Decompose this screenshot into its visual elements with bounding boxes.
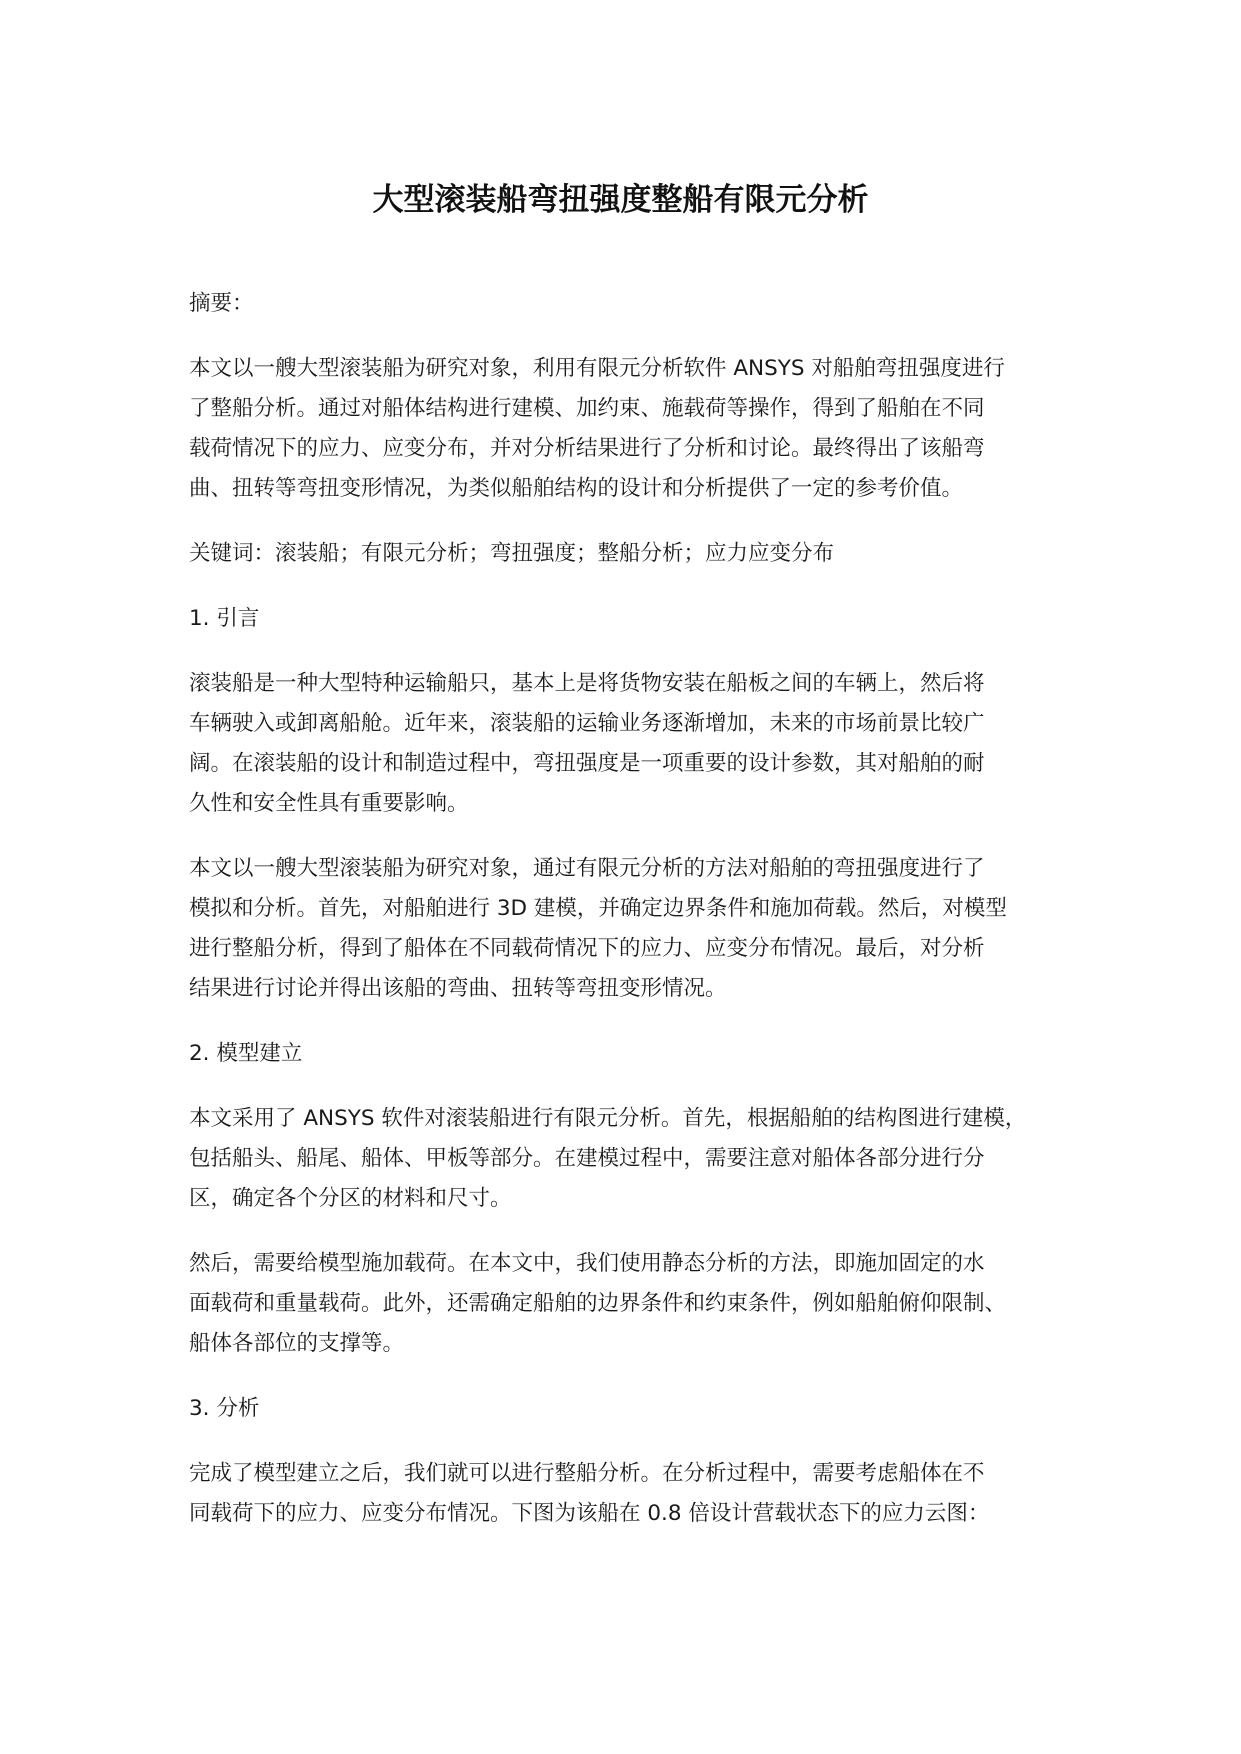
text-line: 本文以一艘大型滚装船为研究对象，通过有限元分析的方法对船舶的弯扭强度进行了 xyxy=(189,856,985,881)
text-line: 同载荷下的应力、应变分布情况。下图为该船在 0.8 倍设计营载状态下的应力云图： xyxy=(189,1501,990,1526)
text-line: 船体各部位的支撑等。 xyxy=(189,1331,405,1356)
text-line: 阔。在滚装船的设计和制造过程中，弯扭强度是一项重要的设计参数，其对船舶的耐 xyxy=(189,751,985,776)
text-line: 滚装船是一种大型特种运输船只，基本上是将货物安装在船板之间的车辆上，然后将 xyxy=(189,671,985,696)
text-line: 模拟和分析。首先，对船舶进行 3D 建模，并确定边界条件和施加荷载。然后，对模型 xyxy=(189,896,1007,921)
text-line: 曲、扭转等弯扭变形情况，为类似船舶结构的设计和分析提供了一定的参考价值。 xyxy=(189,476,964,501)
body-paragraph xyxy=(189,1099,1079,1219)
document-body xyxy=(189,284,1079,1559)
text-line: 区，确定各个分区的材料和尺寸。 xyxy=(189,1186,512,1211)
text-line: 进行整船分析，得到了船体在不同载荷情况下的应力、应变分布情况。最后，对分析 xyxy=(189,936,985,961)
text-line: 结果进行讨论并得出该船的弯曲、扭转等弯扭变形情况。 xyxy=(189,976,727,1001)
text-line: 载荷情况下的应力、应变分布，并对分析结果进行了分析和讨论。最终得出了该船弯 xyxy=(189,436,985,461)
text-line: 本文采用了 ANSYS 软件对滚装船进行有限元分析。首先，根据船舶的结构图进行建模， xyxy=(189,1106,1027,1131)
section-heading: 2. 模型建立 xyxy=(189,1041,303,1066)
text-line: 包括船头、船尾、船体、甲板等部分。在建模过程中，需要注意对船体各部分进行分 xyxy=(189,1146,985,1171)
abstract-label: 摘要： xyxy=(189,291,254,316)
body-paragraph xyxy=(189,1454,1079,1534)
body-paragraph xyxy=(189,1244,1079,1364)
body-paragraph xyxy=(189,849,1079,1009)
text-line: 然后，需要给模型施加载荷。在本文中，我们使用静态分析的方法，即施加固定的水 xyxy=(189,1251,985,1276)
text-line: 面载荷和重量载荷。此外，还需确定船舶的边界条件和约束条件，例如船舶俯仰限制、 xyxy=(189,1291,1007,1316)
text-line: 久性和安全性具有重要影响。 xyxy=(189,791,469,816)
section-heading: 3. 分析 xyxy=(189,1396,260,1421)
text-line: 本文以一艘大型滚装船为研究对象，利用有限元分析软件 ANSYS 对船舶弯扭强度进行 xyxy=(189,356,1005,381)
abstract-paragraph xyxy=(189,349,1079,509)
body-paragraph xyxy=(189,664,1079,824)
section-heading: 1. 引言 xyxy=(189,606,260,631)
keywords: 关键词：滚装船；有限元分析；弯扭强度；整船分析；应力应变分布 xyxy=(189,541,835,566)
text-line: 了整船分析。通过对船体结构进行建模、加约束、施载荷等操作，得到了船舶在不同 xyxy=(189,396,985,421)
text-line: 车辆驶入或卸离船舱。近年来，滚装船的运输业务逐渐增加，未来的市场前景比较广 xyxy=(189,711,985,736)
document-title: 大型滚装船弯扭强度整船有限元分析 xyxy=(372,182,869,218)
text-line: 完成了模型建立之后，我们就可以进行整船分析。在分析过程中，需要考虑船体在不 xyxy=(189,1461,985,1486)
